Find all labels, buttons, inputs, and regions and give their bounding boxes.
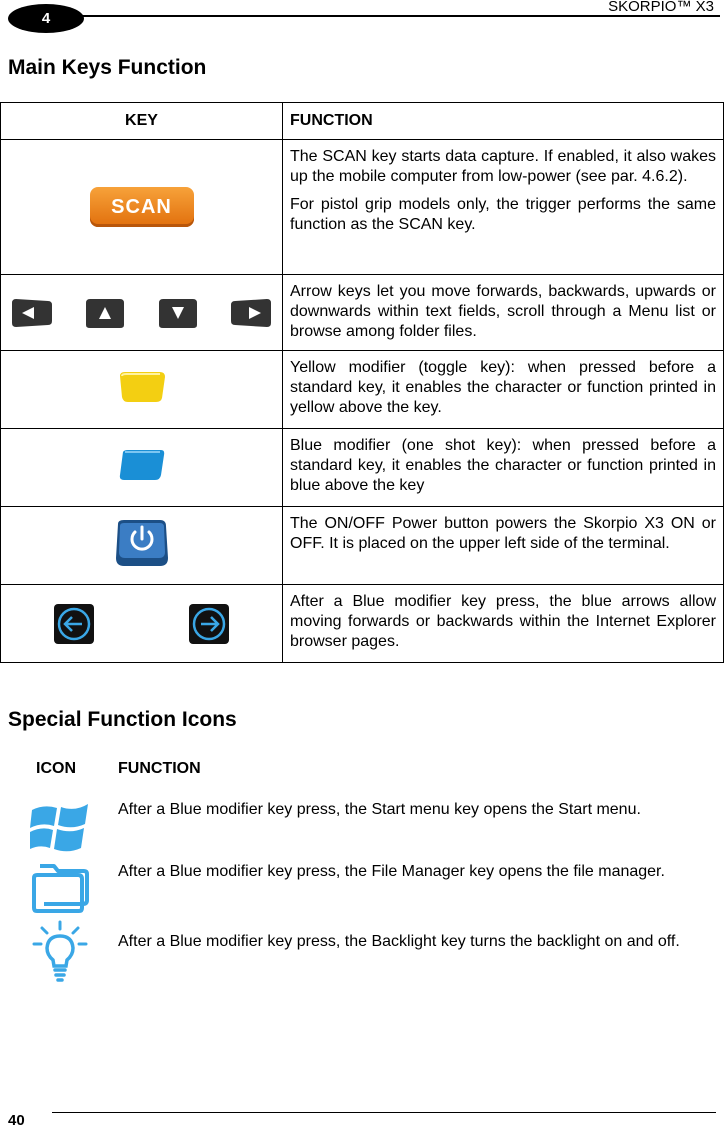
start-menu-description: After a Blue modifier key press, the Start menu key opens the Start menu. bbox=[118, 801, 641, 818]
yellow-description: Yellow modifier (toggle key): when pressed before a standard key, it enables the character or function printed in yellow above the key. bbox=[290, 359, 716, 416]
arrows-description: Arrow keys let you move forwards, backwards, upwards or downwards within text fields, scroll through a Menu list or browse among folder files. bbox=[290, 283, 716, 340]
arrows-function-cell bbox=[283, 275, 724, 351]
down-arrow-key-icon bbox=[155, 297, 201, 329]
main-keys-heading: Main Keys Function bbox=[8, 56, 207, 79]
table-row bbox=[1, 140, 724, 275]
file-manager-description: After a Blue modifier key press, the File Manager key opens the file manager. bbox=[118, 863, 665, 880]
power-key-cell bbox=[1, 507, 283, 585]
table-row bbox=[1, 585, 724, 663]
blue-modifier-key-icon bbox=[116, 448, 168, 482]
folder-icon bbox=[30, 856, 90, 920]
blue-function-cell bbox=[283, 429, 724, 507]
backlight-description: After a Blue modifier key press, the Backlight key turns the backlight on and off. bbox=[118, 933, 680, 950]
power-button-icon bbox=[112, 518, 172, 568]
yellow-key-cell bbox=[1, 351, 283, 429]
browser-arrows-cell bbox=[1, 585, 283, 663]
power-description: The ON/OFF Power button powers the Skorpio X3 ON or OFF. It is placed on the upper left side of the terminal. bbox=[290, 515, 716, 552]
browser-back-icon bbox=[54, 604, 94, 644]
key-column-header: KEY bbox=[1, 103, 283, 140]
page-number: 40 bbox=[8, 1112, 25, 1129]
product-name: SKORPIO™ X3 bbox=[608, 0, 714, 15]
scan-function-cell bbox=[283, 140, 724, 275]
browser-forward-icon bbox=[189, 604, 229, 644]
windows-start-icon bbox=[30, 794, 90, 858]
yellow-modifier-key-icon bbox=[116, 370, 168, 404]
special-icons-heading: Special Function Icons bbox=[8, 708, 237, 731]
footer-rule bbox=[52, 1112, 716, 1113]
header-rule bbox=[70, 15, 720, 17]
browser-arrows-function-cell bbox=[283, 585, 724, 663]
lightbulb-icon bbox=[30, 920, 90, 984]
table-row bbox=[1, 275, 724, 351]
scan-key-cell bbox=[1, 140, 283, 275]
scan-description: The SCAN key starts data capture. If enabled, it also wakes up the mobile computer from low-power (see par. 4.6.2). bbox=[290, 148, 716, 185]
icon-column-header: ICON bbox=[36, 760, 76, 777]
chapter-badge: 4 bbox=[8, 4, 84, 33]
arrow-keys-cell bbox=[1, 275, 283, 351]
table-row bbox=[1, 351, 724, 429]
function-column-header-2: FUNCTION bbox=[118, 760, 201, 777]
right-arrow-key-icon bbox=[229, 297, 275, 329]
trigger-description: For pistol grip models only, the trigger performs the same function as the SCAN key. bbox=[290, 196, 716, 233]
browser-arrows-description: After a Blue modifier key press, the blue arrows allow moving forwards or backwards within the Internet Explorer browser pages. bbox=[290, 593, 716, 650]
up-arrow-key-icon bbox=[82, 297, 128, 329]
yellow-function-cell bbox=[283, 351, 724, 429]
left-arrow-key-icon bbox=[8, 297, 54, 329]
table-row bbox=[1, 507, 724, 585]
blue-key-cell bbox=[1, 429, 283, 507]
power-function-cell bbox=[283, 507, 724, 585]
main-keys-table bbox=[0, 102, 724, 663]
table-row bbox=[1, 429, 724, 507]
function-column-header: FUNCTION bbox=[283, 103, 724, 140]
scan-key-icon: SCAN bbox=[90, 187, 194, 227]
blue-description: Blue modifier (one shot key): when pressed before a standard key, it enables the character or function printed in blue above the key bbox=[290, 437, 716, 494]
table-header-row bbox=[1, 103, 724, 140]
